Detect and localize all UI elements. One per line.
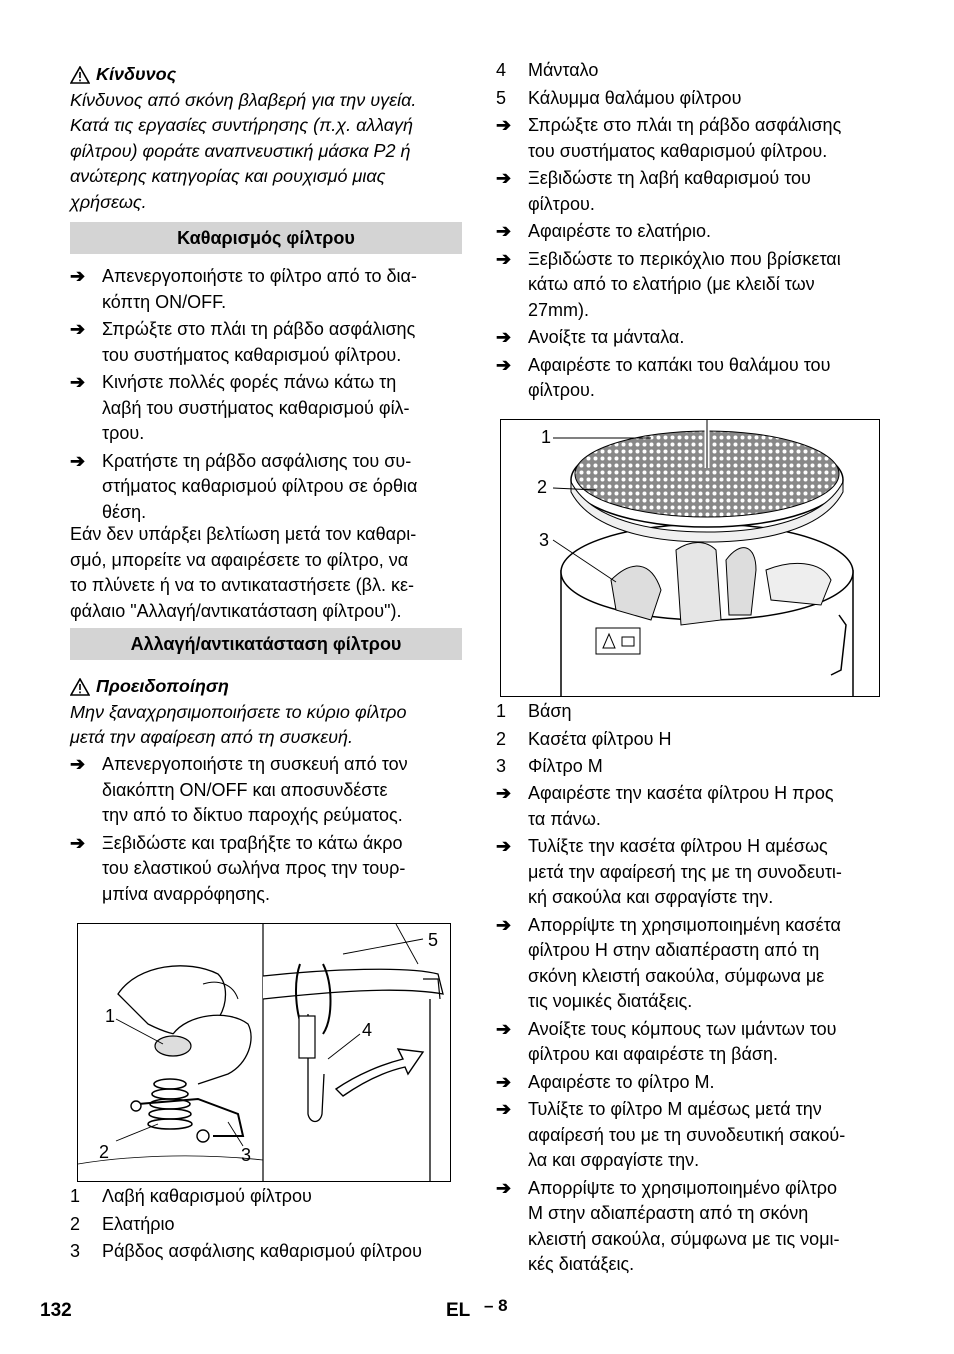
warning-block	[70, 674, 462, 751]
instruction-step	[496, 353, 888, 404]
paragraph-line: Εάν δεν υπάρξει βελτίωση μετά τον καθαρι-	[70, 524, 417, 544]
arrow-right-icon: ➔	[70, 372, 86, 392]
legend-number: 4	[496, 60, 507, 80]
legend-item	[496, 699, 896, 725]
step-line: φίλτρου.	[528, 380, 595, 400]
figure-label-5: 5	[428, 930, 439, 950]
step-text	[102, 831, 462, 908]
step-line: Απορρίψτε το χρησιμοποιημένο φίλτρο	[528, 1177, 838, 1198]
arrow-right-icon: ➔	[496, 248, 512, 269]
danger-line: Κατά τις εργασίες συντήρησης (π.χ. αλλαγή	[70, 115, 414, 135]
language-code: EL	[446, 1300, 471, 1321]
step-line: κλειστή σακούλα, σύμφωνα με τις νομι-	[528, 1228, 840, 1249]
step-line: Απενεργοποιήστε τη συσκευή από τον	[102, 754, 408, 774]
step-line: λα και σφραγίστε την.	[528, 1150, 700, 1170]
step-text	[528, 1017, 888, 1068]
warning-text	[70, 700, 462, 751]
instruction-step	[496, 219, 888, 245]
step-line: του συστήματος καθαρισμού φίλτρου.	[528, 140, 828, 161]
step-line: τα πάνω.	[528, 808, 601, 829]
step-line: Τυλίξτε το φίλτρο M αμέσως μετά την	[528, 1099, 822, 1119]
step-line: φίλτρου και αφαιρέστε τη βάση.	[528, 1044, 779, 1064]
legend-item	[496, 754, 896, 780]
step-line: Απορρίψτε τη χρησιμοποιημένη κασέτα	[528, 914, 841, 935]
legend-text: Βάση	[528, 701, 572, 721]
arrow-right-icon: ➔	[496, 327, 512, 347]
instruction-step	[496, 247, 888, 324]
step-line: M στην αδιαπέραστη από τη σκόνη	[528, 1203, 809, 1223]
step-text	[102, 752, 462, 829]
instruction-step	[70, 752, 462, 829]
step-text	[528, 219, 888, 245]
step-text	[528, 1176, 888, 1278]
legend-number: 3	[496, 756, 507, 776]
step-text	[528, 166, 888, 217]
instruction-step	[496, 1070, 888, 1096]
step-line: του ελαστικού σωλήνα προς την τουρ-	[102, 858, 406, 878]
figure-filter-chamber	[500, 419, 880, 697]
arrow-right-icon: ➔	[496, 115, 512, 135]
section-heading-filter-replacement: Αλλαγή/αντικατάσταση φίλτρου	[70, 628, 462, 660]
danger-line: Κίνδυνος από σκόνη βλαβερή για την υγεία.	[70, 89, 417, 110]
step-line: τρου.	[102, 423, 145, 443]
legend-text: Ράβδος ασφάλισης καθαρισμού φίλτρου	[102, 1241, 422, 1261]
legend-text: Φίλτρο M	[528, 756, 603, 776]
arrow-right-icon: ➔	[496, 221, 512, 241]
step-line: Αφαιρέστε το ελατήριο.	[528, 221, 711, 241]
legend-item	[70, 1184, 470, 1210]
step-line: Αφαιρέστε το φίλτρο M.	[528, 1071, 715, 1092]
step-text	[102, 370, 462, 447]
warning-heading	[70, 674, 462, 700]
step-line: φίλτρου.	[528, 193, 595, 214]
step-line: Ξεβιδώστε τη λαβή καθαρισμού του	[528, 168, 811, 188]
step-line: θέση.	[102, 501, 147, 522]
step-line: Αφαιρέστε το καπάκι του θαλάμου του	[528, 354, 831, 375]
instruction-step	[496, 1097, 888, 1174]
figure-label-4: 4	[362, 1020, 373, 1040]
figure-label-3: 3	[241, 1145, 252, 1165]
instruction-step	[496, 913, 888, 1015]
instruction-step	[496, 781, 888, 832]
legend-text: Μάνταλο	[528, 60, 599, 80]
step-line: Απενεργοποιήστε το φίλτρο από το δια-	[102, 266, 417, 286]
step-line: Ξεβιδώστε και τραβήξτε το κάτω άκρο	[102, 832, 403, 853]
figure-illustration	[501, 420, 879, 696]
info-paragraph	[70, 522, 462, 624]
step-text	[102, 264, 462, 315]
arrow-right-icon: ➔	[496, 836, 512, 856]
paragraph-line: φάλαιο "Αλλαγή/αντικατάσταση φίλτρου").	[70, 600, 402, 621]
step-line: Ανοίξτε τους κόμπους των ιμάντων του	[528, 1018, 837, 1039]
arrow-right-icon: ➔	[70, 266, 86, 286]
step-line: μπίνα αναρρόφησης.	[102, 883, 270, 904]
step-text	[528, 353, 888, 404]
arrow-right-icon: ➔	[496, 168, 512, 188]
warning-triangle-icon	[70, 678, 90, 696]
step-line: αφαίρεσή του με τη συνοδευτική σακού-	[528, 1124, 846, 1145]
legend-number: 2	[496, 728, 507, 749]
step-line: Τυλίξτε την κασέτα φίλτρου H αμέσως	[528, 836, 828, 856]
step-line: Αφαιρέστε την κασέτα φίλτρου H προς	[528, 783, 834, 803]
legend-number: 1	[70, 1186, 81, 1206]
step-line: 27mm).	[528, 299, 590, 320]
figure-label-3: 3	[539, 530, 550, 550]
danger-line: χρήσεως.	[70, 191, 147, 212]
legend-text: Κάλυμμα θαλάμου φίλτρου	[528, 87, 742, 108]
legend-text: Κασέτα φίλτρου H	[528, 728, 672, 749]
legend-item	[496, 727, 896, 753]
danger-line: φίλτρου) φοράτε αναπνευστική μάσκα P2 ή	[70, 140, 411, 161]
instruction-step	[496, 1176, 888, 1278]
step-text	[528, 1097, 888, 1174]
danger-title: Κίνδυνος	[96, 64, 177, 84]
legend-number: 5	[496, 87, 507, 108]
step-text	[528, 834, 888, 911]
step-line: κές διατάξεις.	[528, 1254, 635, 1274]
arrow-right-icon: ➔	[496, 1099, 512, 1119]
danger-block	[70, 62, 462, 215]
paragraph-line: σμό, μπορείτε να αφαιρέσετε το φίλτρο, να	[70, 549, 409, 570]
step-line: Κρατήστε τη ράβδο ασφάλισης του συ-	[102, 450, 412, 471]
step-line: Ξεβιδώστε το περικόχλιο που βρίσκεται	[528, 248, 841, 269]
arrow-right-icon: ➔	[496, 1071, 512, 1092]
step-line: Σπρώξτε στο πλάι τη ράβδο ασφάλισης	[102, 319, 416, 339]
step-line: κόπτη ON/OFF.	[102, 291, 227, 312]
figure-label-2: 2	[99, 1142, 110, 1162]
arrow-right-icon: ➔	[496, 354, 512, 375]
instruction-step	[496, 1017, 888, 1068]
step-line: του συστήματος καθαρισμού φίλτρου.	[102, 344, 402, 365]
step-line: Ανοίξτε τα μάνταλα.	[528, 327, 685, 347]
instruction-step	[496, 325, 888, 351]
step-text	[528, 1070, 888, 1096]
figure-label-2: 2	[537, 477, 548, 497]
legend-item	[70, 1212, 470, 1238]
legend-text: Λαβή καθαρισμού φίλτρου	[102, 1186, 312, 1206]
instruction-step	[496, 834, 888, 911]
arrow-right-icon: ➔	[496, 1177, 512, 1198]
warning-line: Μην ξαναχρησιμοποιήσετε το κύριο φίλτρο	[70, 701, 407, 722]
warning-triangle-icon	[70, 66, 90, 84]
instruction-step	[70, 370, 462, 447]
legend-item	[496, 86, 896, 112]
instruction-step	[70, 264, 462, 315]
figure-label-1: 1	[105, 1006, 116, 1026]
arrow-right-icon: ➔	[496, 1018, 512, 1039]
step-line: μετά την αφαίρεσή της με τη συνοδευτι-	[528, 861, 842, 882]
step-line: στήματος καθαρισμού φίλτρου σε όρθια	[102, 476, 418, 496]
legend-item	[70, 1239, 470, 1265]
arrow-right-icon: ➔	[496, 914, 512, 935]
section-heading-filter-cleaning: Καθαρισμός φίλτρου	[70, 222, 462, 254]
arrow-right-icon: ➔	[70, 832, 86, 853]
paragraph-line: το πλύνετε ή να το αντικαταστήσετε (βλ. κε-	[70, 575, 414, 595]
arrow-right-icon: ➔	[70, 450, 86, 471]
step-line: σκόνη κλειστή σακούλα, σύμφωνα με	[528, 965, 825, 986]
instruction-step	[496, 113, 888, 164]
step-line: Σπρώξτε στο πλάι τη ράβδο ασφάλισης	[528, 115, 842, 135]
step-text	[528, 247, 888, 324]
step-line: τις νομικές διατάξεις.	[528, 991, 693, 1011]
step-line: Κινήστε πολλές φορές πάνω κάτω τη	[102, 372, 397, 392]
legend-number: 1	[496, 701, 507, 721]
step-text	[528, 913, 888, 1015]
legend-item	[496, 58, 896, 84]
step-text	[528, 113, 888, 164]
danger-text	[70, 88, 462, 216]
page-sub-number: – 8	[484, 1296, 508, 1315]
instruction-step	[70, 831, 462, 908]
arrow-right-icon: ➔	[70, 319, 86, 339]
figure-illustration	[78, 924, 450, 1181]
step-text	[102, 317, 462, 368]
danger-line: ανώτερης κατηγορίας και ρουχισμό μιας	[70, 166, 386, 186]
step-line: την από το δίκτυο παροχής ρεύματος.	[102, 805, 403, 825]
legend-text: Ελατήριο	[102, 1213, 175, 1234]
legend-number: 3	[70, 1241, 81, 1261]
page-number: 132	[40, 1300, 72, 1321]
step-line: λαβή του συστήματος καθαρισμού φίλ-	[102, 397, 410, 418]
figure-filter-cleaning-handle	[77, 923, 451, 1182]
step-line: κάτω από το ελατήριο (με κλειδί των	[528, 274, 815, 294]
instruction-step	[496, 166, 888, 217]
step-line: φίλτρου H στην αδιαπέραστη από τη	[528, 940, 820, 960]
step-line: κή σακούλα και σφραγίστε την.	[528, 887, 774, 907]
warning-line: μετά την αφαίρεση από τη συσκευή.	[70, 727, 354, 747]
danger-heading	[70, 62, 462, 88]
arrow-right-icon: ➔	[70, 754, 86, 774]
step-text	[528, 781, 888, 832]
step-text	[528, 325, 888, 351]
figure-label-1: 1	[541, 427, 552, 447]
step-text	[102, 449, 462, 526]
arrow-right-icon: ➔	[496, 783, 512, 803]
instruction-step	[70, 449, 462, 526]
step-line: διακόπτη ON/OFF και αποσυνδέστε	[102, 779, 388, 800]
legend-number: 2	[70, 1213, 81, 1234]
warning-title: Προειδοποίηση	[96, 676, 229, 696]
instruction-step	[70, 317, 462, 368]
